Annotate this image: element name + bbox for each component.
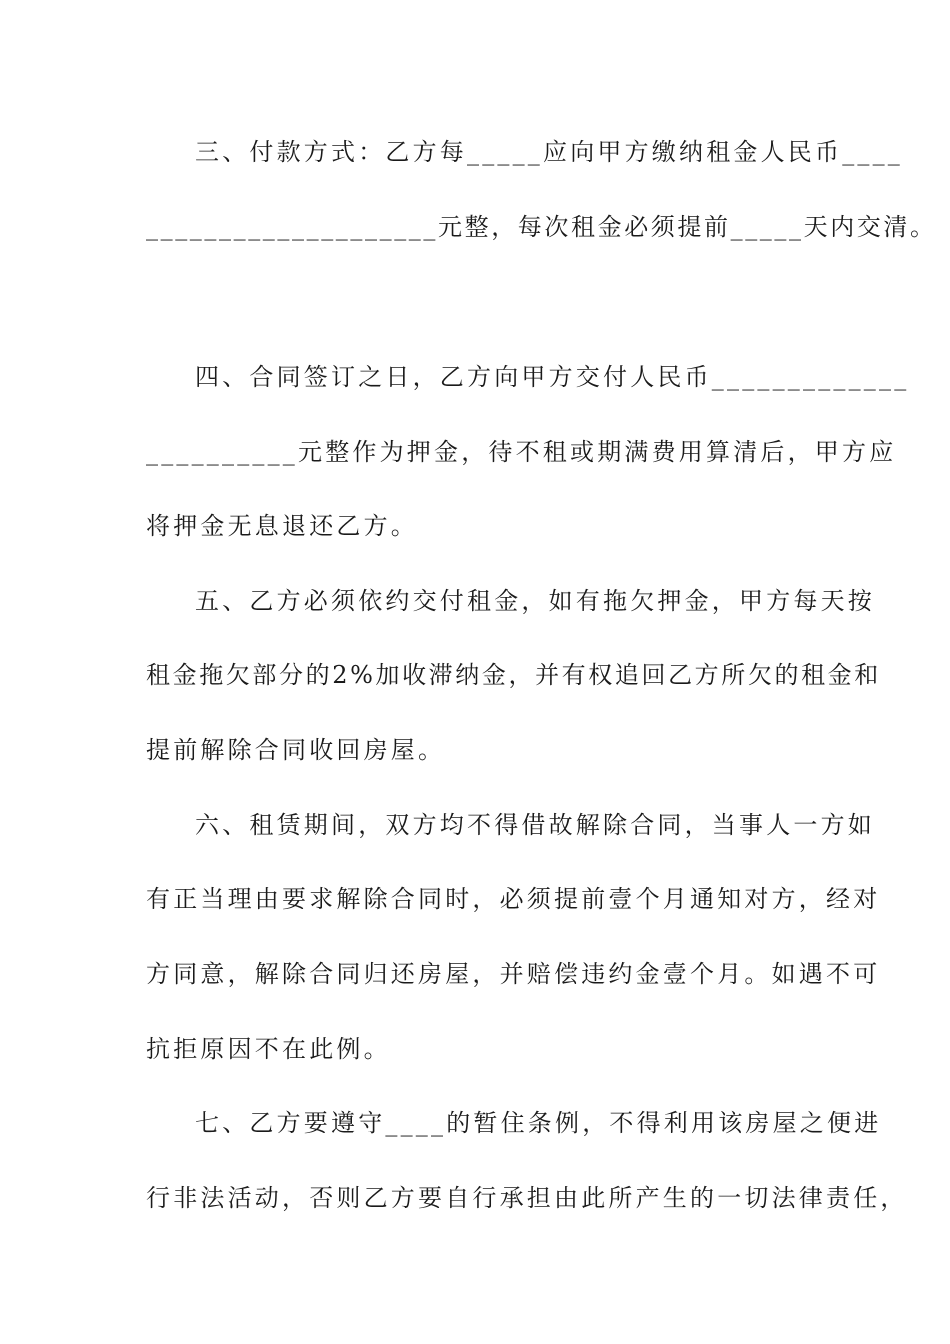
clause-4-line-1: 四、合同签订之日，乙方向甲方交付人民币_____________ xyxy=(195,363,910,391)
clause-7-line-1: 七、乙方要遵守____的暂住条例，不得利用该房屋之便进 xyxy=(195,1109,882,1137)
clause-5-line-3: 提前解除合同收回房屋。 xyxy=(146,736,446,764)
clause-3-line-1: 三、付款方式：乙方每_____应向甲方缴纳租金人民币____ xyxy=(195,138,903,166)
clause-6-line-1: 六、租赁期间，双方均不得借故解除合同，当事人一方如 xyxy=(195,811,875,839)
clause-6-line-4: 抗拒原因不在此例。 xyxy=(146,1035,391,1063)
clause-5-line-1: 五、乙方必须依约交付租金，如有拖欠押金，甲方每天按 xyxy=(195,587,875,615)
clause-4-line-2: __________元整作为押金，待不租或期满费用算清后，甲方应 xyxy=(146,438,897,466)
clause-3-line-2: ____________________元整，每次租金必须提前_____天内交清。 xyxy=(146,213,937,241)
clause-7-line-2: 行非法活动，否则乙方要自行承担由此所产生的一切法律责任， xyxy=(146,1184,908,1212)
clause-6-line-2: 有正当理由要求解除合同时，必须提前壹个月通知对方，经对 xyxy=(146,885,881,913)
clause-6-line-3: 方同意，解除合同归还房屋，并赔偿违约金壹个月。如遇不可 xyxy=(146,960,881,988)
clause-5-line-2: 租金拖欠部分的2%加收滞纳金，并有权追回乙方所欠的租金和 xyxy=(146,661,881,689)
clause-4-line-3: 将押金无息退还乙方。 xyxy=(146,512,418,540)
